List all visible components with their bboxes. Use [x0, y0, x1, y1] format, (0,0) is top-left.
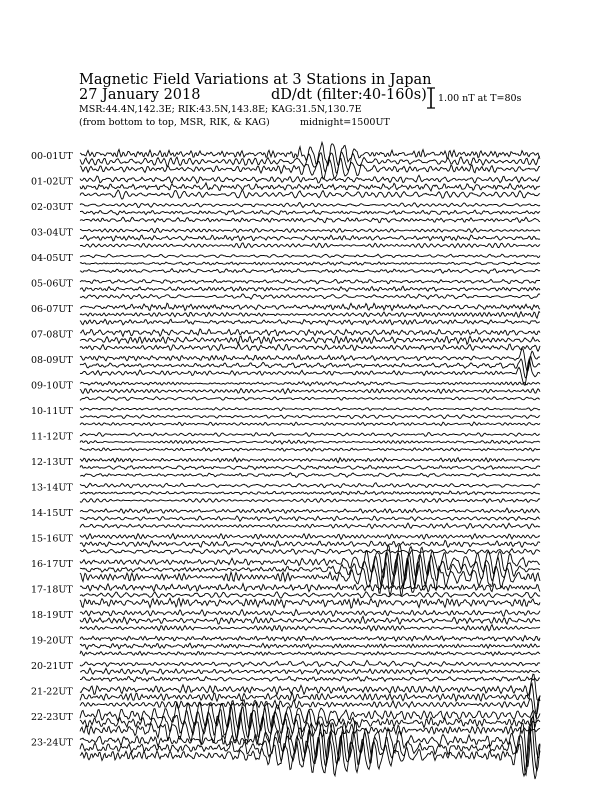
scale-bar-label: 1.00 nT at T=80s [438, 93, 522, 104]
row-label-12-13UT: 12-13UT [31, 457, 73, 468]
trace-18-19UT-msr [80, 625, 540, 631]
trace-09-10UT-rik [80, 389, 540, 394]
trace-12-13UT-msr [80, 473, 540, 478]
trace-07-08UT-rik [80, 336, 540, 344]
trace-03-04UT-rik [80, 235, 540, 241]
stations-label: MSR:44.4N,142.3E; RIK:43.5N,143.8E; KAG:31.5N,130.7E [79, 104, 362, 115]
trace-07-08UT-msr [80, 344, 540, 351]
row-label-09-10UT: 09-10UT [31, 380, 73, 392]
trace-13-14UT-rik [80, 491, 540, 495]
row-label-02-03UT: 02-03UT [31, 202, 73, 213]
trace-04-05UT-rik [80, 262, 540, 265]
row-label-19-20UT: 19-20UT [31, 635, 73, 647]
trace-group [80, 142, 540, 779]
trace-14-15UT-msr [80, 523, 540, 529]
row-label-07-08UT: 07-08UT [31, 329, 73, 341]
filter-label: dD/dt (filter:40-160s) [271, 87, 427, 103]
trace-10-11UT-msr [80, 422, 540, 426]
trace-07-08UT-kag [80, 329, 540, 337]
row-label-06-07UT: 06-07UT [31, 304, 73, 315]
trace-01-02UT-kag [80, 175, 540, 183]
trace-20-21UT-kag [80, 660, 540, 666]
row-label-10-11UT: 10-11UT [31, 406, 73, 417]
trace-13-14UT-kag [80, 483, 540, 488]
chart-date: 27 January 2018 [79, 87, 201, 103]
trace-03-04UT-kag [80, 228, 540, 232]
trace-12-13UT-kag [80, 458, 540, 463]
trace-04-05UT-msr [80, 269, 540, 274]
station-order-note: (from bottom to top, MSR, RIK, & KAG) [79, 117, 270, 128]
row-label-18-19UT: 18-19UT [31, 610, 73, 621]
trace-05-06UT-msr [80, 294, 540, 299]
trace-09-10UT-kag [80, 382, 540, 386]
trace-02-03UT-rik [80, 210, 540, 215]
trace-01-02UT-msr [80, 190, 540, 199]
trace-18-19UT-rik [80, 616, 540, 624]
row-label-03-04UT: 03-04UT [31, 227, 73, 239]
row-labels [31, 151, 73, 749]
trace-19-20UT-msr [80, 651, 540, 656]
row-label-00-01UT: 00-01UT [31, 151, 73, 162]
trace-18-19UT-kag [80, 610, 540, 617]
trace-15-16UT-kag [80, 534, 540, 540]
trace-09-10UT-msr [80, 397, 540, 401]
trace-08-09UT-kag [80, 349, 540, 372]
midnight-note: midnight=1500UT [300, 117, 390, 128]
trace-02-03UT-msr [80, 217, 540, 222]
row-label-17-18UT: 17-18UT [31, 584, 73, 596]
trace-14-15UT-kag [80, 508, 540, 513]
trace-05-06UT-kag [80, 279, 540, 283]
trace-12-13UT-rik [80, 465, 540, 469]
trace-10-11UT-kag [80, 407, 540, 410]
trace-15-16UT-rik [80, 540, 540, 547]
trace-17-18UT-msr [80, 598, 540, 608]
trace-03-04UT-msr [80, 243, 540, 248]
trace-14-15UT-rik [80, 516, 540, 521]
trace-19-20UT-rik [80, 643, 540, 649]
trace-16-17UT-rik [80, 552, 540, 587]
row-label-15-16UT: 15-16UT [31, 533, 73, 545]
row-label-22-23UT: 22-23UT [31, 712, 73, 723]
row-label-08-09UT: 08-09UT [31, 355, 73, 366]
row-label-14-15UT: 14-15UT [31, 508, 73, 519]
row-label-05-06UT: 05-06UT [31, 278, 73, 290]
trace-11-12UT-kag [80, 432, 540, 436]
trace-15-16UT-msr [80, 549, 540, 555]
chart-title: Magnetic Field Variations at 3 Stations in Japan [79, 72, 432, 88]
trace-17-18UT-kag [80, 584, 540, 592]
trace-11-12UT-msr [80, 448, 540, 452]
trace-06-07UT-msr [80, 319, 540, 325]
scale-bar [427, 88, 435, 108]
row-label-11-12UT: 11-12UT [31, 431, 73, 443]
trace-10-11UT-rik [80, 415, 540, 419]
trace-19-20UT-kag [80, 636, 540, 642]
row-label-23-24UT: 23-24UT [31, 737, 73, 749]
row-label-20-21UT: 20-21UT [31, 661, 73, 672]
trace-21-22UT-msr [80, 698, 540, 728]
trace-00-01UT-msr [80, 159, 540, 180]
row-label-01-02UT: 01-02UT [31, 176, 73, 188]
trace-13-14UT-msr [80, 499, 540, 503]
trace-01-02UT-rik [80, 183, 540, 191]
row-label-16-17UT: 16-17UT [31, 559, 73, 570]
trace-05-06UT-rik [80, 286, 540, 291]
trace-17-18UT-rik [80, 592, 540, 598]
trace-06-07UT-rik [80, 312, 540, 319]
trace-02-03UT-kag [80, 203, 540, 208]
row-label-04-05UT: 04-05UT [31, 253, 73, 264]
row-label-21-22UT: 21-22UT [31, 686, 73, 698]
trace-06-07UT-kag [80, 303, 540, 310]
trace-20-21UT-rik [80, 668, 540, 674]
row-label-13-14UT: 13-14UT [31, 482, 73, 494]
trace-04-05UT-kag [80, 254, 540, 258]
trace-11-12UT-rik [80, 440, 540, 444]
trace-20-21UT-msr [80, 677, 540, 682]
